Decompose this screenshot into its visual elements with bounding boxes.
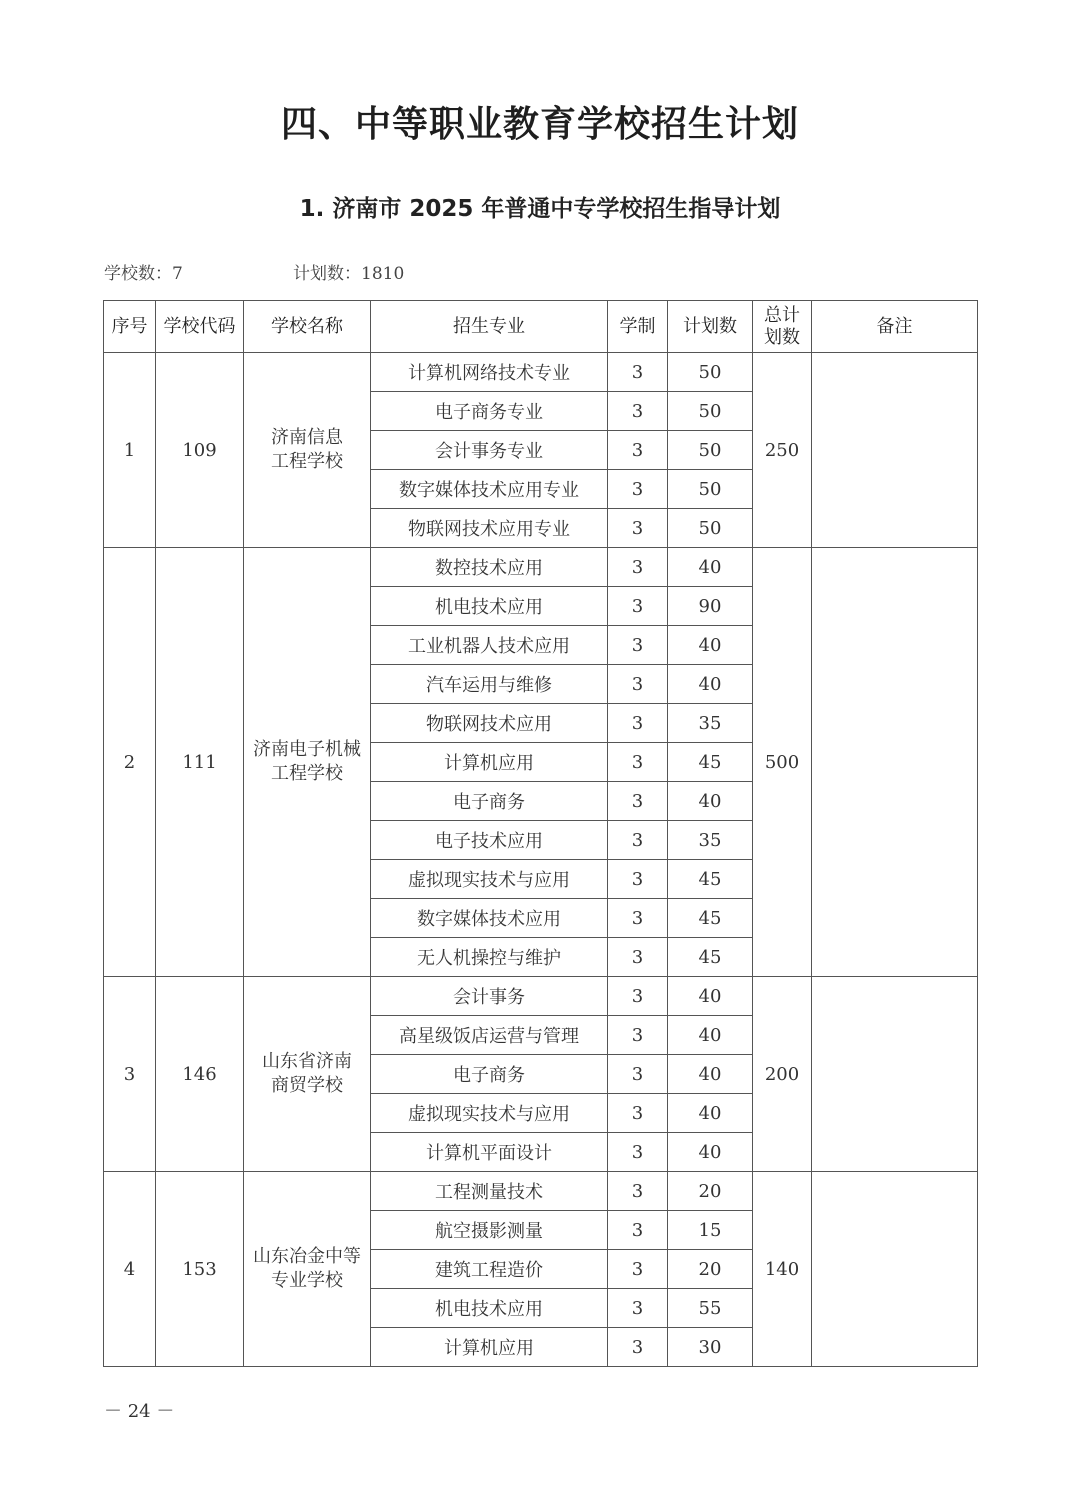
years-cell: 3 bbox=[608, 1211, 668, 1250]
sub-title: 1. 济南市 2025 年普通中专学校招生指导计划 bbox=[299, 196, 781, 222]
major-cell: 数控技术应用 bbox=[371, 548, 608, 587]
years-cell: 3 bbox=[608, 392, 668, 431]
plan-cell: 40 bbox=[668, 1133, 753, 1172]
plan-count: 计划数：1810 bbox=[293, 264, 405, 284]
major-cell: 电子商务专业 bbox=[371, 392, 608, 431]
school-name-line1: 山东省济南 bbox=[262, 1051, 352, 1072]
years-cell: 3 bbox=[608, 431, 668, 470]
remark-cell bbox=[812, 353, 978, 548]
years-cell: 3 bbox=[608, 353, 668, 392]
major-cell: 虚拟现实技术与应用 bbox=[371, 860, 608, 899]
school-code-cell: 146 bbox=[156, 977, 244, 1172]
years-cell: 3 bbox=[608, 587, 668, 626]
major-cell: 航空摄影测量 bbox=[371, 1211, 608, 1250]
plan-cell: 35 bbox=[668, 821, 753, 860]
header-total-plan bbox=[753, 301, 812, 353]
school-name-line2: 商贸学校 bbox=[271, 1075, 343, 1096]
school-name-line2: 专业学校 bbox=[271, 1270, 343, 1291]
major-cell: 工业机器人技术应用 bbox=[371, 626, 608, 665]
main-title: 四、中等职业教育学校招生计划 bbox=[280, 104, 799, 145]
years-cell: 3 bbox=[608, 743, 668, 782]
header-years: 学制 bbox=[608, 301, 668, 353]
total-plan-cell: 200 bbox=[753, 977, 812, 1172]
page-number: － 24 － bbox=[104, 1401, 175, 1422]
years-cell: 3 bbox=[608, 977, 668, 1016]
years-cell: 3 bbox=[608, 899, 668, 938]
years-cell: 3 bbox=[608, 1016, 668, 1055]
major-cell: 计算机应用 bbox=[371, 1328, 608, 1367]
major-cell: 机电技术应用 bbox=[371, 587, 608, 626]
plan-cell: 15 bbox=[668, 1211, 753, 1250]
seq-cell: 3 bbox=[104, 977, 156, 1172]
plan-cell: 55 bbox=[668, 1289, 753, 1328]
plan-cell: 45 bbox=[668, 938, 753, 977]
plan-cell: 45 bbox=[668, 743, 753, 782]
years-cell: 3 bbox=[608, 548, 668, 587]
plan-cell: 50 bbox=[668, 509, 753, 548]
school-name-line1: 济南电子机械 bbox=[253, 739, 361, 760]
major-cell: 电子商务 bbox=[371, 782, 608, 821]
school-name-cell bbox=[244, 353, 371, 548]
major-cell: 会计事务专业 bbox=[371, 431, 608, 470]
header-school-name: 学校名称 bbox=[244, 301, 371, 353]
years-cell: 3 bbox=[608, 860, 668, 899]
major-cell: 电子商务 bbox=[371, 1055, 608, 1094]
seq-cell: 2 bbox=[104, 548, 156, 977]
school-name-line1: 山东冶金中等 bbox=[253, 1246, 361, 1267]
years-cell: 3 bbox=[608, 704, 668, 743]
plan-cell: 40 bbox=[668, 665, 753, 704]
school-name-line2: 工程学校 bbox=[271, 763, 343, 784]
major-cell: 汽车运用与维修 bbox=[371, 665, 608, 704]
seq-cell: 4 bbox=[104, 1172, 156, 1367]
major-cell: 物联网技术应用 bbox=[371, 704, 608, 743]
table-row bbox=[104, 353, 978, 392]
plan-cell: 90 bbox=[668, 587, 753, 626]
plan-cell: 50 bbox=[668, 392, 753, 431]
years-cell: 3 bbox=[608, 1094, 668, 1133]
major-cell: 建筑工程造价 bbox=[371, 1250, 608, 1289]
plan-cell: 40 bbox=[668, 977, 753, 1016]
remark-cell bbox=[812, 977, 978, 1172]
header-school-code: 学校代码 bbox=[156, 301, 244, 353]
school-name-line1: 济南信息 bbox=[271, 427, 343, 448]
years-cell: 3 bbox=[608, 665, 668, 704]
remark-cell bbox=[812, 1172, 978, 1367]
plan-cell: 20 bbox=[668, 1250, 753, 1289]
school-name-cell bbox=[244, 1172, 371, 1367]
seq-cell: 1 bbox=[104, 353, 156, 548]
total-plan-cell: 140 bbox=[753, 1172, 812, 1367]
years-cell: 3 bbox=[608, 1172, 668, 1211]
plan-cell: 30 bbox=[668, 1328, 753, 1367]
school-count: 学校数：7 bbox=[104, 264, 183, 284]
plan-cell: 35 bbox=[668, 704, 753, 743]
plan-cell: 40 bbox=[668, 1016, 753, 1055]
header-total-line1: 总计 bbox=[764, 304, 800, 326]
major-cell: 数字媒体技术应用专业 bbox=[371, 470, 608, 509]
table-row bbox=[104, 1172, 978, 1211]
plan-cell: 40 bbox=[668, 1055, 753, 1094]
school-name-cell bbox=[244, 977, 371, 1172]
major-cell: 计算机应用 bbox=[371, 743, 608, 782]
years-cell: 3 bbox=[608, 938, 668, 977]
major-cell: 电子技术应用 bbox=[371, 821, 608, 860]
school-name-line2: 工程学校 bbox=[271, 451, 343, 472]
years-cell: 3 bbox=[608, 1250, 668, 1289]
school-code-cell: 153 bbox=[156, 1172, 244, 1367]
table-row bbox=[104, 977, 978, 1016]
years-cell: 3 bbox=[608, 821, 668, 860]
years-cell: 3 bbox=[608, 1055, 668, 1094]
plan-cell: 50 bbox=[668, 431, 753, 470]
years-cell: 3 bbox=[608, 470, 668, 509]
table-row bbox=[104, 548, 978, 587]
header-plan: 计划数 bbox=[668, 301, 753, 353]
table-header-row bbox=[104, 301, 978, 353]
enrollment-plan-table bbox=[103, 300, 978, 1367]
plan-cell: 45 bbox=[668, 860, 753, 899]
major-cell: 数字媒体技术应用 bbox=[371, 899, 608, 938]
header-remark: 备注 bbox=[812, 301, 978, 353]
plan-cell: 20 bbox=[668, 1172, 753, 1211]
years-cell: 3 bbox=[608, 1289, 668, 1328]
major-cell: 会计事务 bbox=[371, 977, 608, 1016]
major-cell: 机电技术应用 bbox=[371, 1289, 608, 1328]
plan-cell: 50 bbox=[668, 353, 753, 392]
years-cell: 3 bbox=[608, 782, 668, 821]
header-total-line2: 划数 bbox=[764, 326, 800, 348]
years-cell: 3 bbox=[608, 626, 668, 665]
major-cell: 工程测量技术 bbox=[371, 1172, 608, 1211]
total-plan-cell: 500 bbox=[753, 548, 812, 977]
plan-cell: 40 bbox=[668, 548, 753, 587]
plan-cell: 40 bbox=[668, 782, 753, 821]
plan-cell: 45 bbox=[668, 899, 753, 938]
years-cell: 3 bbox=[608, 509, 668, 548]
header-major: 招生专业 bbox=[371, 301, 608, 353]
major-cell: 计算机网络技术专业 bbox=[371, 353, 608, 392]
plan-cell: 40 bbox=[668, 1094, 753, 1133]
header-seq: 序号 bbox=[104, 301, 156, 353]
years-cell: 3 bbox=[608, 1133, 668, 1172]
plan-cell: 40 bbox=[668, 626, 753, 665]
remark-cell bbox=[812, 548, 978, 977]
major-cell: 无人机操控与维护 bbox=[371, 938, 608, 977]
major-cell: 计算机平面设计 bbox=[371, 1133, 608, 1172]
school-code-cell: 109 bbox=[156, 353, 244, 548]
years-cell: 3 bbox=[608, 1328, 668, 1367]
major-cell: 虚拟现实技术与应用 bbox=[371, 1094, 608, 1133]
total-plan-cell: 250 bbox=[753, 353, 812, 548]
major-cell: 高星级饭店运营与管理 bbox=[371, 1016, 608, 1055]
major-cell: 物联网技术应用专业 bbox=[371, 509, 608, 548]
school-code-cell: 111 bbox=[156, 548, 244, 977]
plan-cell: 50 bbox=[668, 470, 753, 509]
school-name-cell bbox=[244, 548, 371, 977]
